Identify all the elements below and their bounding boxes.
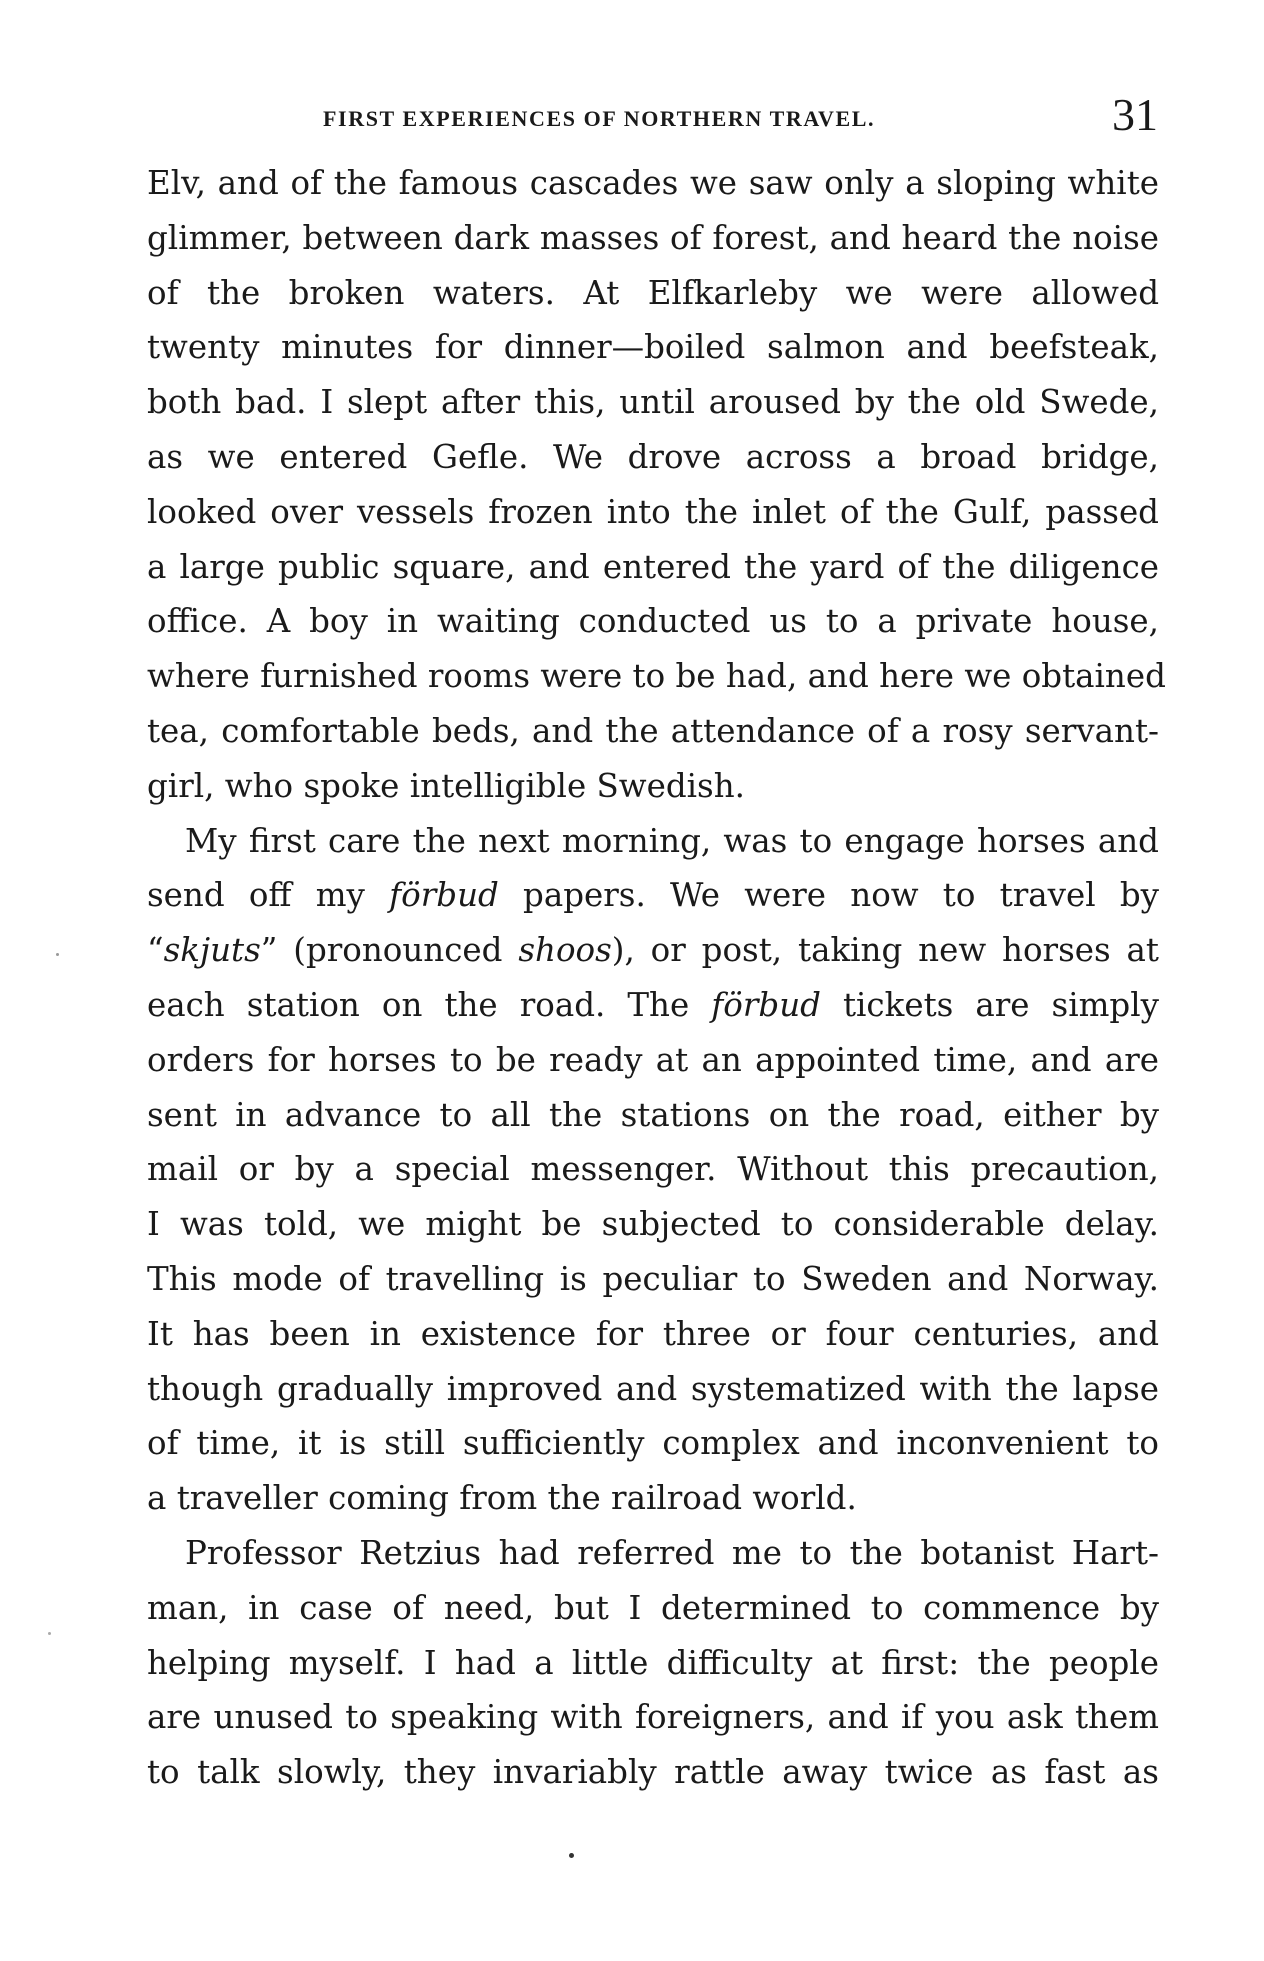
paragraph [147,156,1166,814]
text-line [147,868,1159,923]
text-run: as we entered Gefle. We drove across a broad bridge, [147,437,1159,476]
paper-speck [48,1632,51,1635]
text-run: a traveller coming from the railroad world. [147,1479,857,1518]
text-run: both bad. I slept after this, until aroused by the old Swede, [147,383,1159,422]
text-run: a large public square, and entered the yard of the diligence [147,547,1159,586]
text-run: I was told, we might be subjected to considerable delay. [147,1205,1159,1244]
text-run: My first care the next morning, was to engage horses and [185,821,1159,860]
text-line [147,1252,1159,1307]
text-run: are unused to speaking with foreigners, and if you ask them [147,1698,1159,1737]
text-line [147,1636,1159,1691]
text-line [147,923,1159,978]
text-line [147,978,1159,1033]
italic-word: förbud [389,876,499,915]
text-run: of time, it is still sufficiently complex and inconvenient to [147,1424,1159,1463]
text-run: ” (pronounced [260,931,519,970]
text-run: looked over vessels frozen into the inlet of the Gulf, passed [147,492,1159,531]
text-run: tea, comfortable beds, and the attendance of a rosy servant- [147,711,1159,750]
text-line [147,1142,1159,1197]
text-run: send off my [147,876,390,915]
text-run: helping myself. I had a little difficulty at first: the people [147,1643,1159,1682]
text-run: twenty minutes for dinner—boiled salmon and beefsteak, [147,328,1159,367]
text-run: each station on the road. The [147,985,712,1024]
text-run: This mode of travelling is peculiar to Sweden and Norway. [147,1259,1159,1298]
text-line [147,1307,1159,1362]
text-run: ), or post, taking new horses at [611,931,1159,970]
running-title: FIRST EXPERIENCES OF NORTHERN TRAVEL. [323,106,876,131]
italic-word: skjuts [163,931,261,970]
text-run: “ [147,931,164,970]
text-run: office. A boy in waiting conducted us to a private house, [147,602,1159,641]
text-run: Professor Retzius had referred me to the botanist Hart- [185,1533,1159,1572]
text-line [147,156,1159,211]
text-line [147,211,1159,266]
text-run: glimmer, between dark masses of forest, and heard the noise [147,218,1159,257]
text-line [147,1745,1159,1800]
text-line [147,814,1159,869]
text-line [147,1526,1159,1581]
running-head [148,88,1158,144]
text-run: girl, who spoke intelligible Swedish. [147,766,745,805]
text-run: where furnished rooms were to be had, and here we obtained [147,657,1166,696]
page-number: 31 [1112,89,1158,140]
text-line [147,1033,1159,1088]
text-line [147,485,1159,540]
paragraph [147,1526,1159,1800]
text-run: man, in case of need, but I determined to commence by [147,1588,1159,1627]
text-line [147,430,1159,485]
text-line [147,759,1159,814]
text-run: sent in advance to all the stations on the road, either by [147,1095,1159,1134]
text-line [147,1088,1159,1143]
text-run: of the broken waters. At Elfkarleby we were allowed [147,273,1159,312]
text-line [147,375,1159,430]
text-run: to talk slowly, they invariably rattle away twice as fast as [147,1753,1159,1792]
text-line [147,1471,1159,1526]
text-run: though gradually improved and systematized with the lapse [147,1369,1159,1408]
text-line [147,320,1159,375]
printer-mark [569,1853,574,1858]
text-line [147,1416,1159,1471]
text-run: It has been in existence for three or four centuries, and [147,1314,1159,1353]
text-line [147,1197,1159,1252]
text-line [147,649,1166,704]
text-line [147,1362,1159,1417]
paragraph [147,814,1159,1526]
text-run: Elv, and of the famous cascades we saw only a sloping white [147,164,1159,202]
text-line [147,1690,1159,1745]
text-run: tickets are simply [820,985,1159,1024]
italic-word: förbud [711,985,821,1024]
text-run: mail or by a special messenger. Without this precaution, [147,1150,1159,1189]
text-run: papers. We were now to travel by [498,876,1159,915]
text-run: orders for horses to be ready at an appointed time, and are [147,1040,1159,1079]
text-line [147,1581,1159,1636]
text-line [147,540,1159,595]
text-line [147,704,1159,759]
paper-speck [56,953,59,956]
text-line [147,594,1159,649]
body-text [147,156,1166,1800]
italic-word: shoos [518,931,612,970]
text-line [147,266,1159,321]
